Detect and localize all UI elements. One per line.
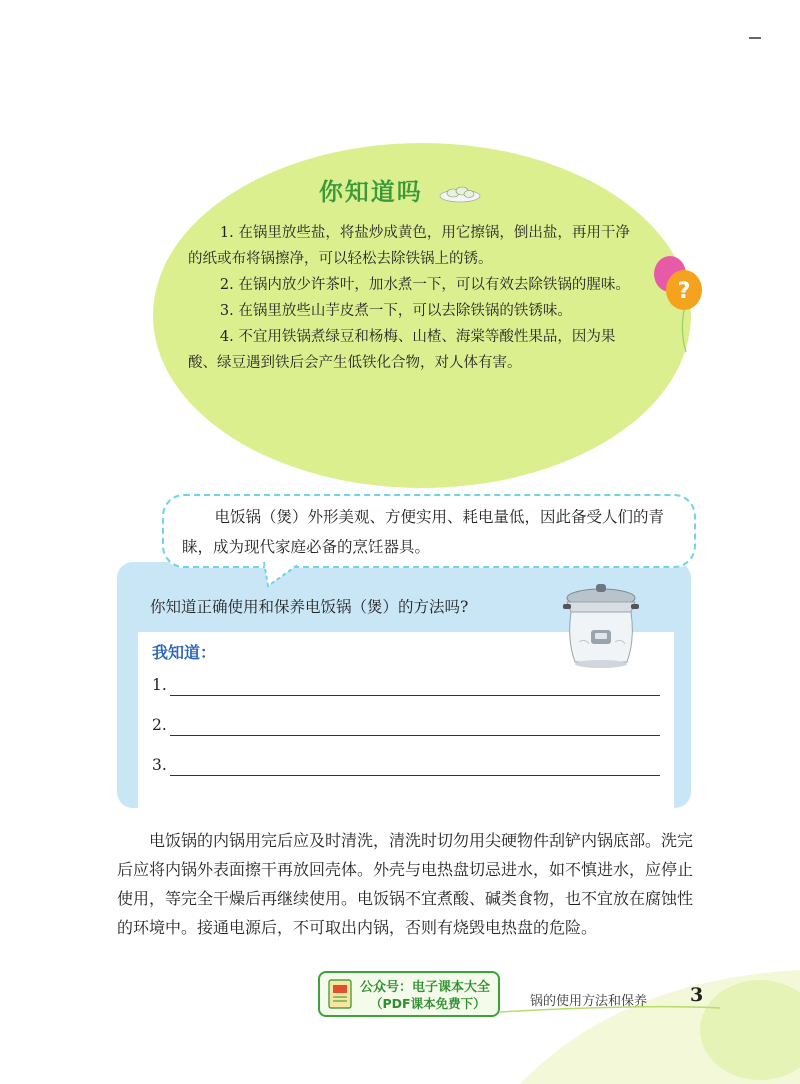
page-number: 3 [690,984,704,1006]
panel-question: 你知道正确使用和保养电饭锅（煲）的方法吗? [150,598,469,616]
i-know-label: 我知道： [152,643,217,662]
answer-line-2[interactable]: 2. [152,716,167,734]
book-icon [328,979,352,1009]
answer-line-1[interactable]: 1. [152,676,167,694]
badge-line-1: 公众号：电子课本大全 [360,980,491,995]
speech-bubble-text: 电饭锅（煲）外形美观、方便实用、耗电量低，因此备受人们的青睐，成为现代家庭必备的烹饪器具。 [182,508,665,556]
list-item: 4. 不宜用铁锅煮绿豆和杨梅、山楂、海棠等酸性果品，因为果酸、绿豆遇到铁后会产生低铁化合物，对人体有害。 [188,329,616,371]
wechat-badge [318,971,500,1017]
question-balloons-icon [648,252,708,362]
speech-bubble-tail [262,560,312,590]
footer-decoration [480,960,800,1084]
did-you-know-title: 你知道吗 [0,172,800,207]
badge-line-2: （PDF课本免费下） [370,996,486,1011]
corner-crop-mark [746,30,766,44]
svg-text:?: ? [677,279,691,304]
list-item: 1. 在锅里放些盐，将盐炒成黄色，用它擦锅，倒出盐，再用干净的纸或布将锅擦净，可以轻松去除铁锅上的锈。 [188,225,630,267]
answer-line-3[interactable]: 3. [152,756,167,774]
dumplings-plate-icon [439,183,481,203]
footer-section-title: 锅的使用方法和保养 [530,994,648,1009]
list-item: 2. 在锅内放少许茶叶，加水煮一下，可以有效去除铁锅的腥味。 [219,277,630,293]
list-item: 3. 在锅里放些山芋皮煮一下，可以去除铁锅的铁锈味。 [219,303,572,319]
rice-cooker-icon [555,580,647,672]
body-paragraph: 电饭锅的内锅用完后应及时清洗，清洗时切勿用尖硬物件刮铲内锅底部。洗完后应将内锅外表面擦干再放回壳体。外壳与电热盘切忌进水，如不慎进水，应停止使用，等完全干燥后再继续使用。电饭锅不宜煮酸、碱类食物，也不宜放在腐蚀性的环境中。接通电源后，不可取出内锅，否则有烧毁电热盘的危险。 [117,831,694,937]
did-you-know-list [188,220,636,376]
